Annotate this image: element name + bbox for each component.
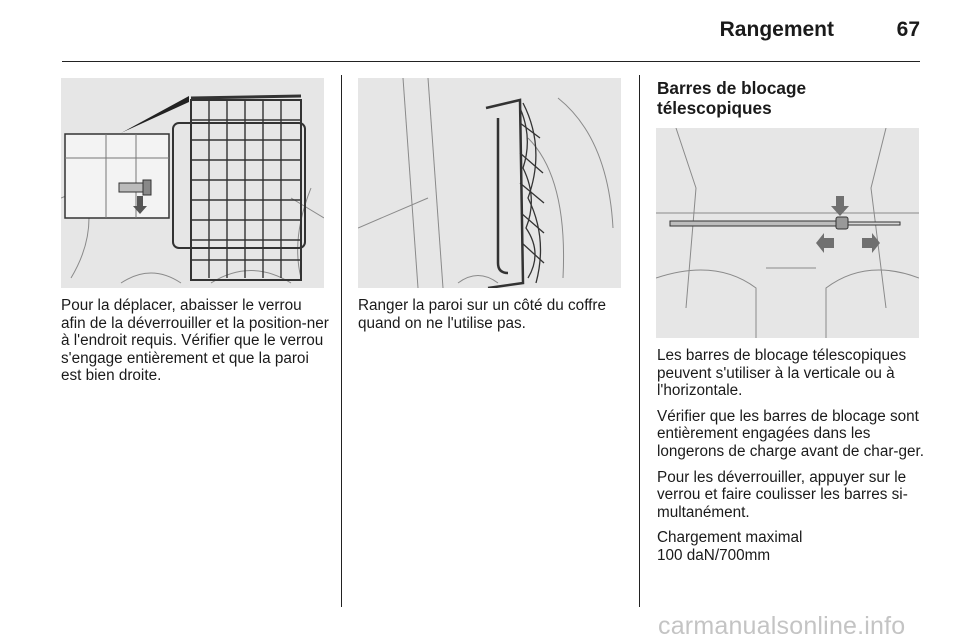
column-2-text: [358, 297, 626, 340]
page-title: Rangement: [719, 18, 834, 41]
stowed-net-drawing: [358, 78, 621, 288]
paragraph: Vérifier que les barres de blocage sont entièrement engagées dans les longerons de charge avant de char-ger.: [657, 407, 925, 460]
paragraph: Chargement maximal 100 daN/700mm: [657, 529, 803, 564]
column-divider: [639, 75, 640, 607]
telescopic-bar-illustration: [656, 128, 919, 338]
cargo-net-illustration: [61, 78, 324, 288]
column-3-text: [657, 347, 925, 573]
paragraph: Ranger la paroi sur un côté du coffre quand on ne l'utilise pas.: [358, 297, 607, 332]
paragraph: Pour les déverrouiller, appuyer sur le verrou et faire coulisser les barres si-multanément.: [657, 468, 908, 521]
watermark: carmanualsonline.info: [658, 612, 906, 640]
column-1-text: [61, 297, 329, 393]
paragraph: Pour la déplacer, abaisser le verrou afin de la déverrouiller et la position-ner à l'endroit requis. Vérifier que le verrou s'engage entièrement et que la paroi est bien droite.: [61, 297, 329, 385]
section-heading: Barres de blocage télescopiques: [657, 78, 807, 118]
header-rule: [62, 61, 920, 62]
cargo-net-drawing: [61, 78, 324, 288]
page-number: 67: [896, 18, 920, 41]
stowed-net-illustration: [358, 78, 621, 288]
telescopic-bar-drawing: [656, 128, 919, 338]
paragraph: Les barres de blocage télescopiques peuvent s'utiliser à la verticale ou à l'horizontale.: [657, 347, 907, 400]
column-divider: [341, 75, 342, 607]
